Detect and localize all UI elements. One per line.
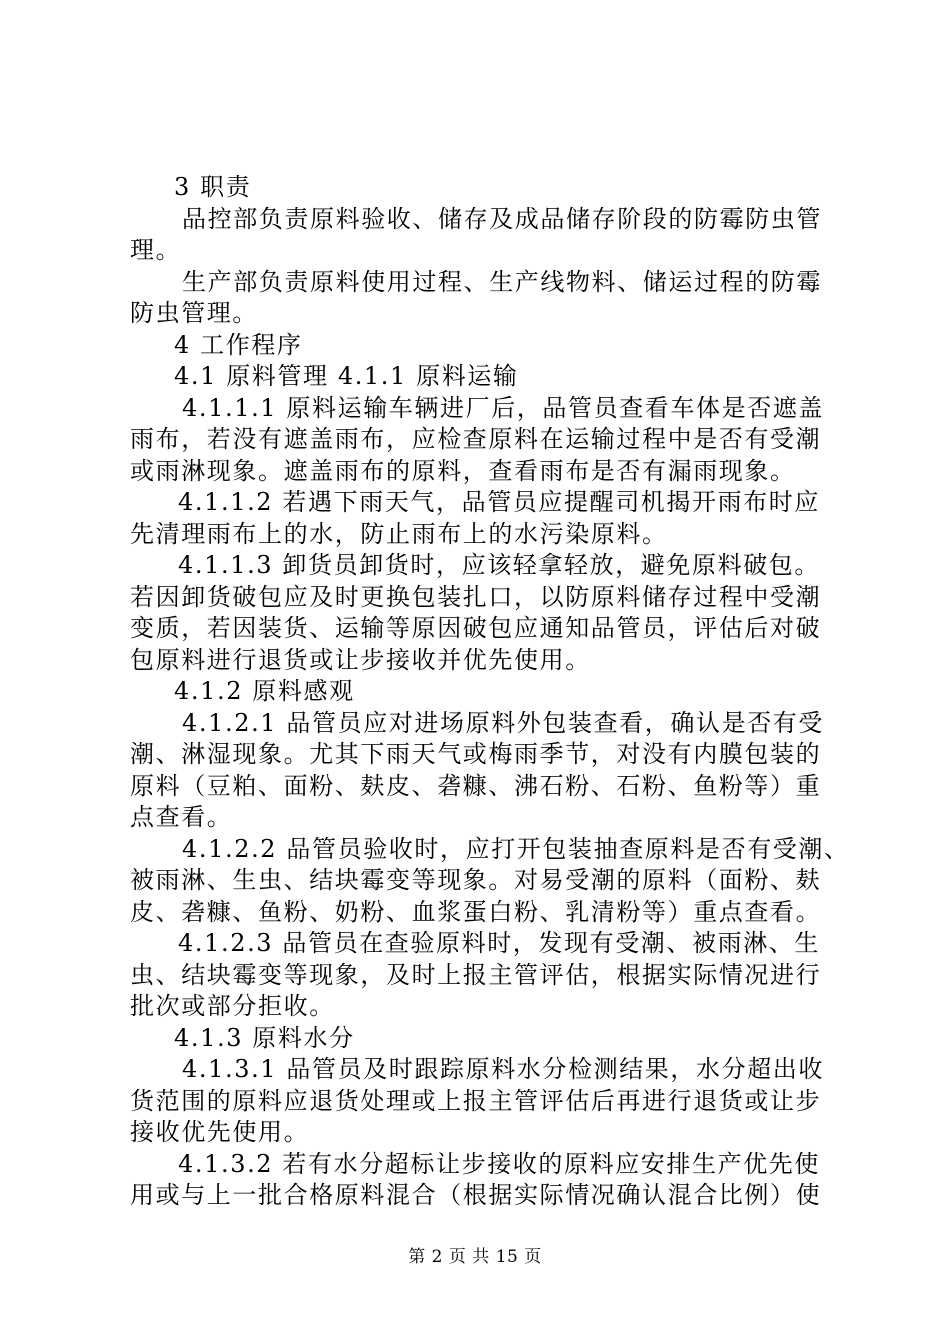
text-line: 4.1.2.3 品管员在查验原料时，发现有受潮、被雨淋、生 <box>178 929 820 957</box>
text-line: 4 工作程序 <box>174 330 303 359</box>
text-line: 批次或部分拒收。 <box>130 992 335 1020</box>
text-line: 用或与上一批合格原料混合（根据实际情况确认混合比例）使 <box>130 1181 822 1209</box>
text-line: 4.1 原料管理 4.1.1 原料运输 <box>174 362 519 390</box>
text-line: 点查看。 <box>130 803 233 831</box>
text-line: 4.1.1.2 若遇下雨天气，品管员应提醒司机揭开雨布时应 <box>178 488 820 516</box>
text-line: 生产部负责原料使用过程、生产线物料、储运过程的防霉 <box>182 267 822 296</box>
text-line: 3 职责 <box>174 173 252 201</box>
text-line: 4.1.3.2 若有水分超标让步接收的原料应安排生产优先使 <box>178 1149 820 1178</box>
text-line: 货范围的原料应退货处理或上报主管评估后再进行退货或让步 <box>130 1086 822 1115</box>
text-line: 原料（豆粕、面粉、麸皮、砻糠、沸石粉、石粉、鱼粉等）重 <box>130 771 822 800</box>
text-line: 被雨淋、生虫、结块霉变等现象。对易受潮的原料（面粉、麸 <box>130 866 822 894</box>
text-line: 4.1.1.3 卸货员卸货时，应该轻拿轻放，避免原料破包。 <box>178 551 820 579</box>
text-line: 4.1.3.1 品管员及时跟踪原料水分检测结果，水分超出收 <box>182 1055 824 1083</box>
text-line: 先清理雨布上的水，防止雨布上的水污染原料。 <box>130 519 668 548</box>
text-line: 接收优先使用。 <box>130 1118 310 1146</box>
text-line: 理。 <box>130 236 182 264</box>
text-line: 雨布，若没有遮盖雨布，应检查原料在运输过程中是否有受潮 <box>130 425 822 453</box>
text-line: 4.1.2.2 品管员验收时，应打开包装抽查原料是否有受潮、 <box>182 834 850 863</box>
text-line: 4.1.3 原料水分 <box>174 1023 355 1052</box>
text-line: 或雨淋现象。遮盖雨布的原料，查看雨布是否有漏雨现象。 <box>130 456 796 485</box>
text-line: 变质，若因装货、运输等原因破包应通知品管员，评估后对破 <box>130 614 822 642</box>
text-line: 4.1.2.1 品管员应对进场原料外包装查看，确认是否有受 <box>182 708 824 737</box>
text-line: 潮、淋湿现象。尤其下雨天气或梅雨季节，对没有内膜包装的 <box>130 740 822 768</box>
page-footer: 第 2 页 共 15 页 <box>408 1247 542 1267</box>
text-line: 虫、结块霉变等现象，及时上报主管评估，根据实际情况进行 <box>130 960 822 989</box>
text-line: 皮、砻糠、鱼粉、奶粉、血浆蛋白粉、乳清粉等）重点查看。 <box>130 897 822 926</box>
text-line: 4.1.2 原料感观 <box>174 677 355 705</box>
text-line: 品控部负责原料验收、储存及成品储存阶段的防霉防虫管 <box>182 204 822 233</box>
text-line: 包原料进行退货或让步接收并优先使用。 <box>130 645 591 674</box>
text-line: 4.1.1.1 原料运输车辆进厂后，品管员查看车体是否遮盖 <box>182 393 824 422</box>
text-line: 防虫管理。 <box>130 299 258 327</box>
text-line: 若因卸货破包应及时更换包装扎口，以防原料储存过程中受潮 <box>130 582 822 611</box>
document-body <box>130 172 850 1212</box>
